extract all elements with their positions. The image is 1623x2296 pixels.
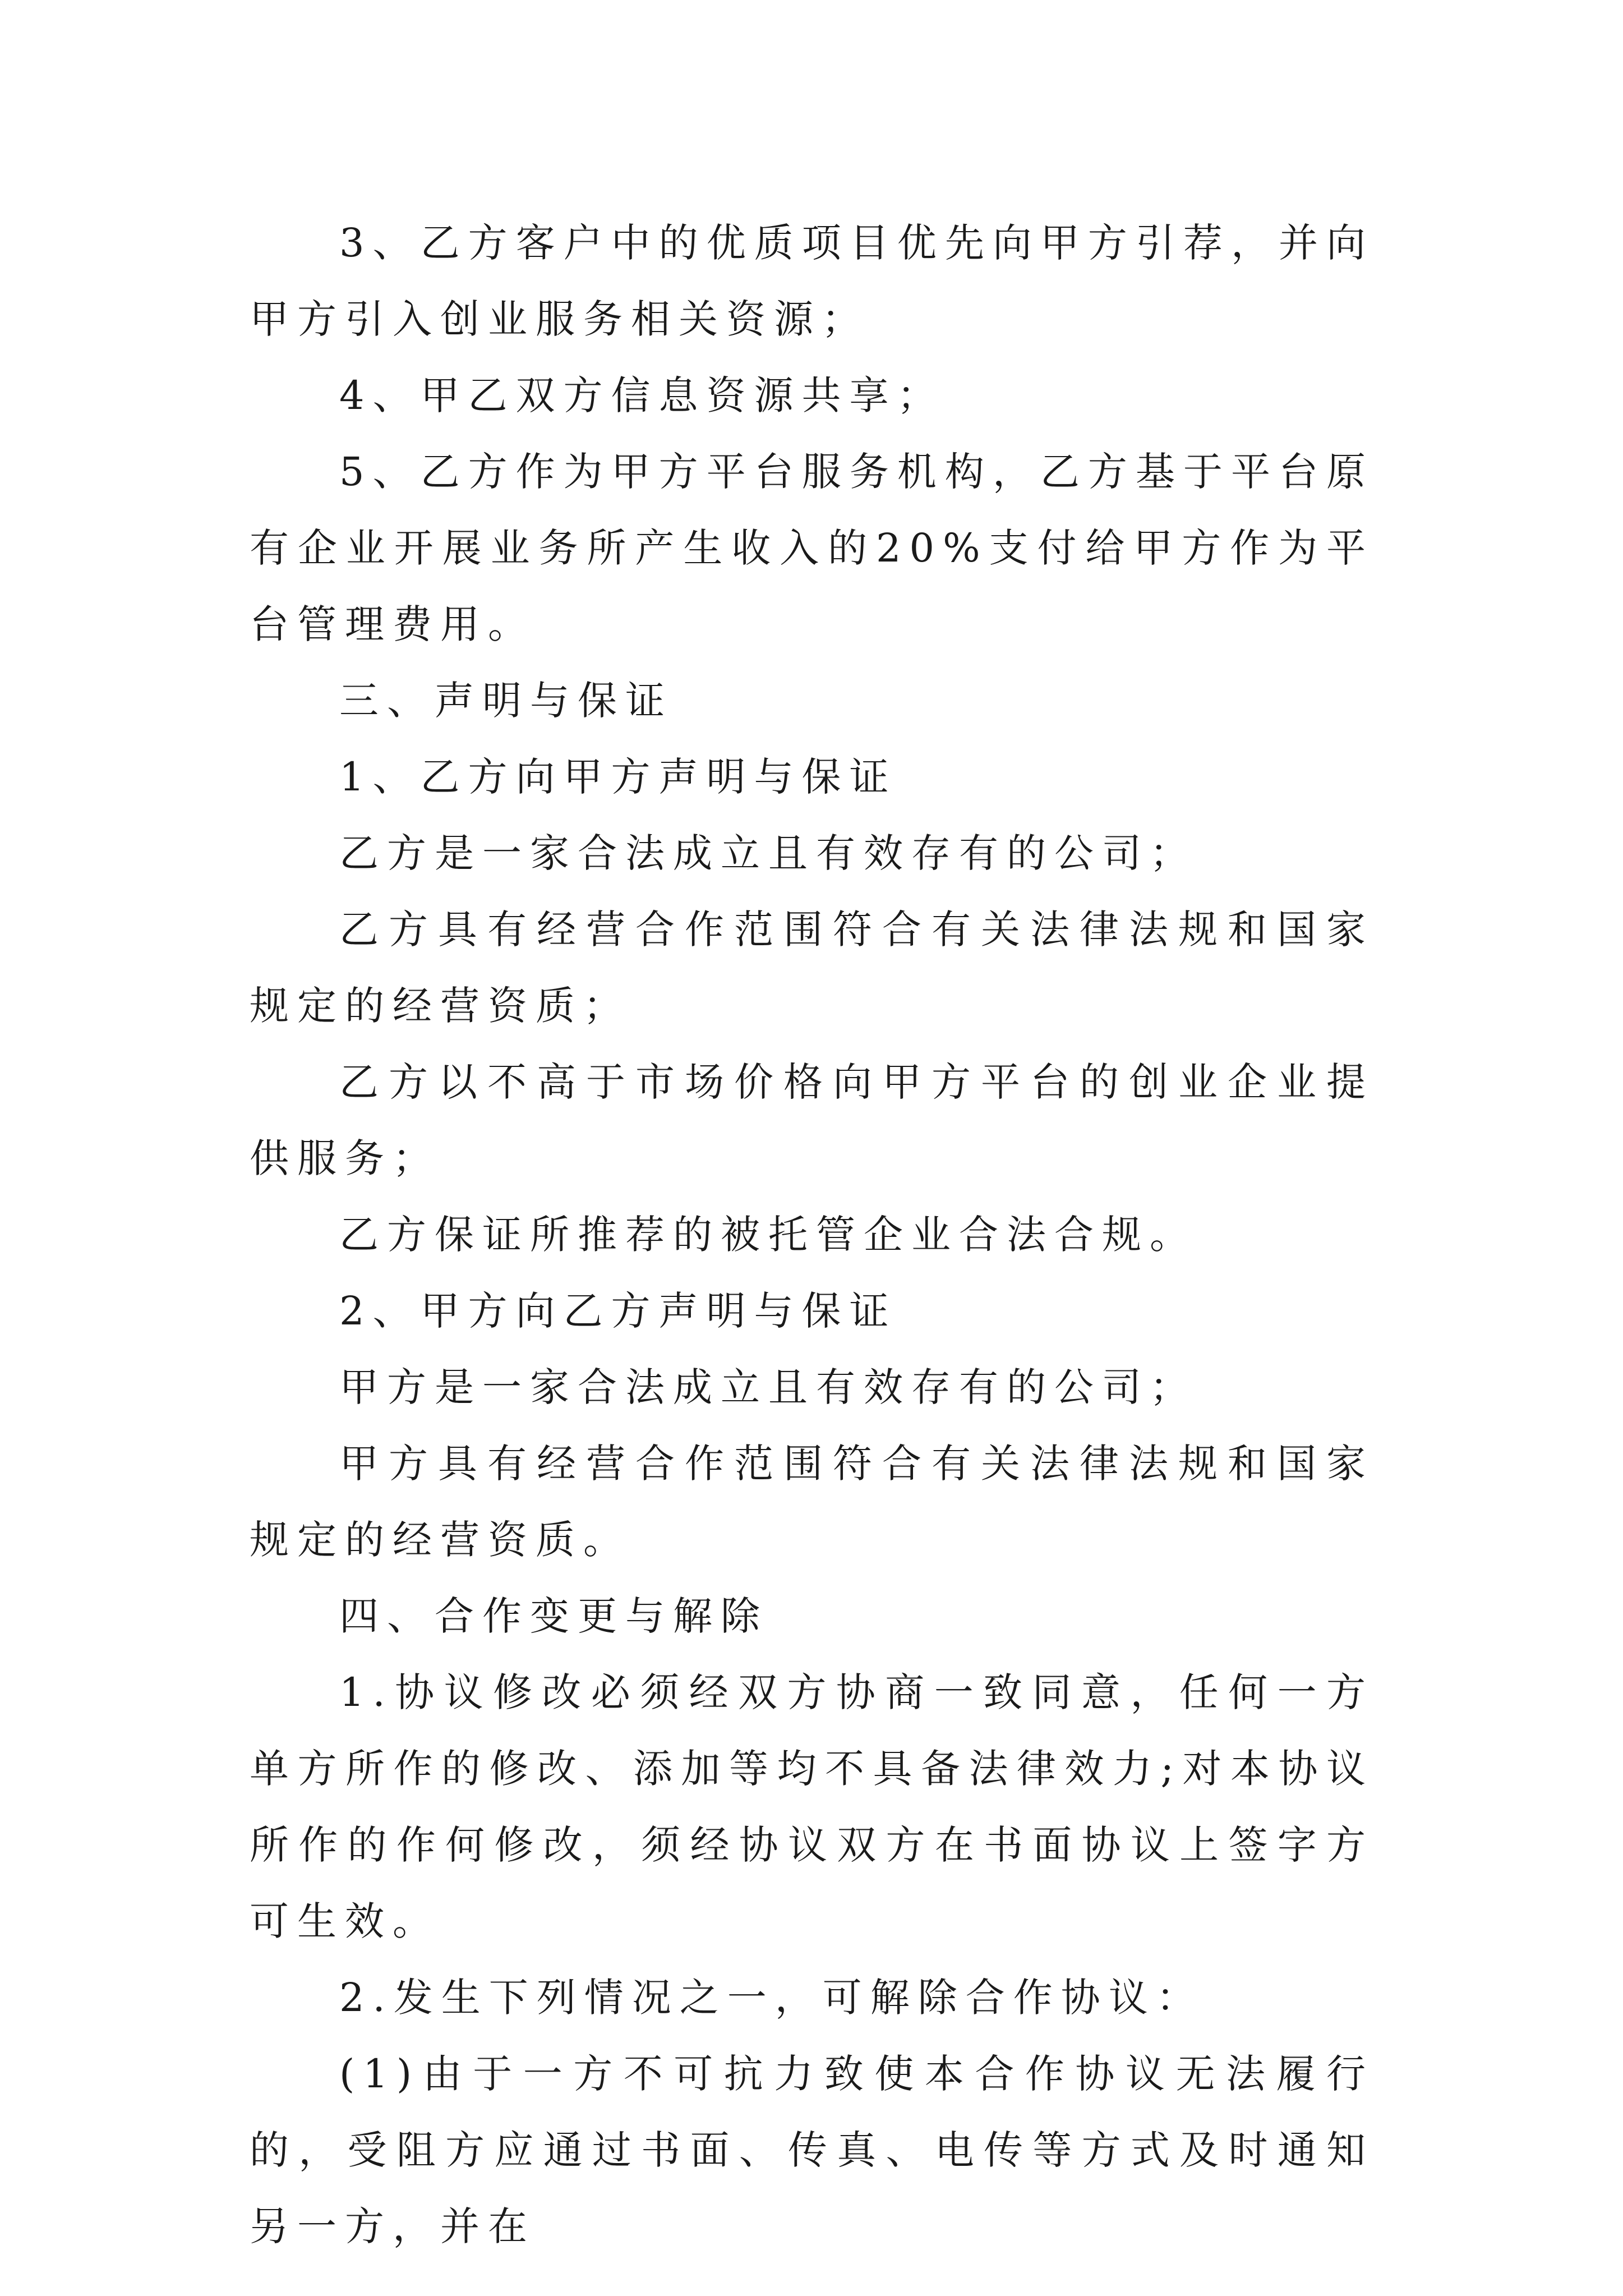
paragraph-party-a-qualification: 甲方具有经营合作范围符合有关法律法规和国家规定的经营资质。: [250, 1441, 1374, 1563]
paragraph-clause-4: 4、甲乙双方信息资源共享；: [339, 372, 945, 418]
paragraph-termination-conditions: 2.发生下列情况之一，可解除合作协议：: [339, 1975, 1204, 2021]
subheading-party-a-declaration: 2、甲方向乙方声明与保证: [339, 1288, 897, 1334]
paragraph-party-b-qualification: 乙方具有经营合作范围符合有关法律法规和国家规定的经营资质；: [250, 907, 1374, 1029]
paragraph-party-b-legal: 乙方是一家合法成立且有效存有的公司；: [339, 830, 1197, 876]
paragraph-force-majeure: (1)由于一方不可抗力致使本合作协议无法履行的，受阻方应通过书面、传真、电传等方式及时通知另一方，并在: [250, 2051, 1374, 2249]
paragraph-party-a-legal: 甲方是一家合法成立且有效存有的公司；: [339, 1364, 1197, 1410]
paragraph-clause-3: 3、乙方客户中的优质项目优先向甲方引荐，并向甲方引入创业服务相关资源；: [250, 220, 1374, 342]
paragraph-party-b-compliance: 乙方保证所推荐的被托管企业合法合规。: [339, 1212, 1197, 1258]
section-heading-declarations: 三、声明与保证: [339, 678, 673, 724]
paragraph-clause-5: 5、乙方作为甲方平台服务机构，乙方基于平台原有企业开展业务所产生收入的20%支付给甲方作为平台管理费用。: [250, 449, 1374, 647]
paragraph-party-b-pricing: 乙方以不高于市场价格向甲方平台的创业企业提供服务；: [250, 1059, 1374, 1181]
paragraph-amendment: 1.协议修改必须经双方协商一致同意，任何一方单方所作的修改、添加等均不具备法律效力;对本协议所作的作何修改，须经协议双方在书面协议上签字方可生效。: [250, 1669, 1374, 1944]
subheading-party-b-declaration: 1、乙方向甲方声明与保证: [339, 754, 897, 800]
document-body: [250, 205, 1374, 2265]
section-heading-change-termination: 四、合作变更与解除: [339, 1593, 768, 1639]
